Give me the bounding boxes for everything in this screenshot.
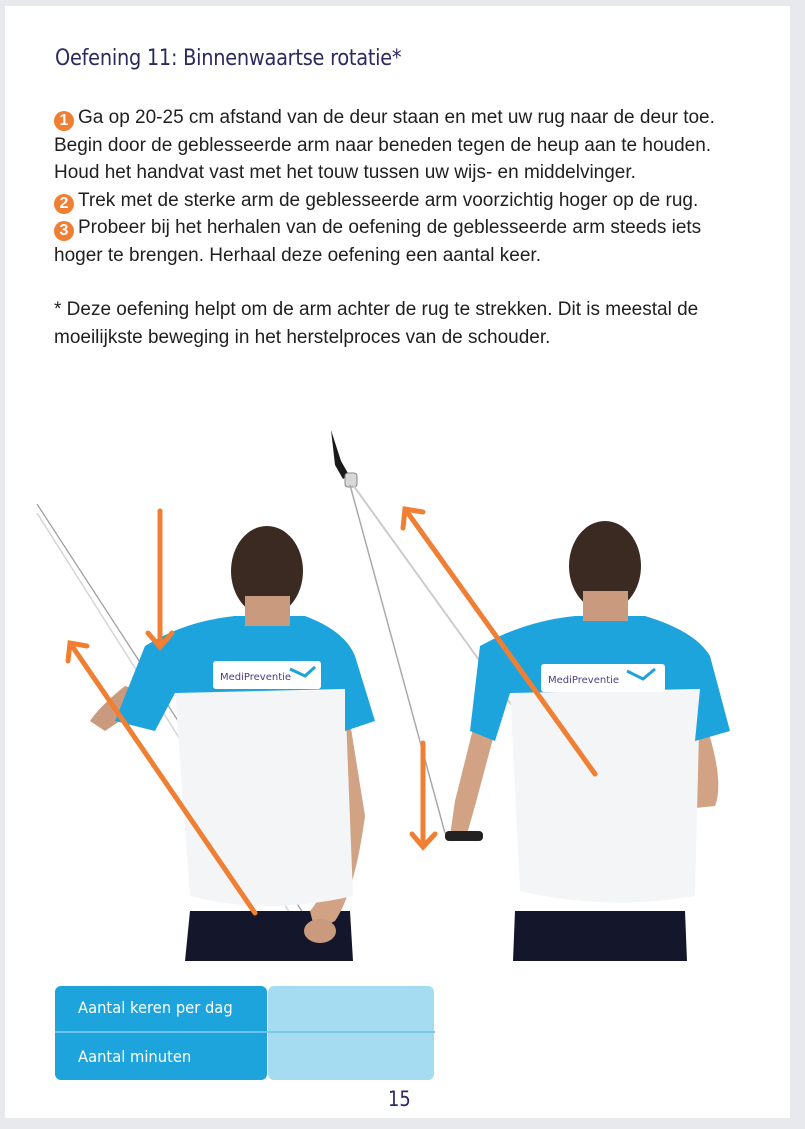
step-number-badge: 1 [54, 111, 74, 131]
times-per-day-field[interactable] [268, 986, 434, 1031]
logo-text: MediPreventie [220, 672, 292, 683]
dosage-table [55, 986, 435, 1080]
table-row-label: Aantal keren per dag [78, 998, 233, 1017]
svg-text:MediPreventie: MediPreventie [548, 675, 620, 686]
table-row-divider [55, 1031, 267, 1033]
exercise-title: Oefening 11: Binnenwaartse rotatie* [55, 46, 402, 71]
step-text: Probeer bij het herhalen van de oefening de geblesseerde arm steeds iets hoger te brengen. Herhaal deze oefening een aantal keer. [54, 217, 702, 266]
page-number: 15 [388, 1087, 411, 1111]
step-3 [54, 214, 754, 269]
step-number-badge: 3 [54, 221, 74, 241]
instructions [54, 104, 754, 351]
step-2 [54, 187, 754, 215]
door-anchor-icon [331, 430, 357, 487]
person-right [445, 521, 730, 961]
exercise-illustration [5, 421, 790, 961]
table-row-label: Aantal minuten [78, 1047, 192, 1066]
footnote: * Deze oefening helpt om de arm achter de rug te strekken. Dit is meestal de moeilijkste beweging in het herstelproces van de schouder. [54, 299, 699, 348]
step-1 [54, 104, 754, 187]
person-left [90, 526, 375, 961]
minutes-field[interactable] [268, 1033, 434, 1078]
exercise-photos [5, 421, 790, 961]
step-number-badge: 2 [54, 194, 74, 214]
document-page [5, 6, 790, 1118]
step-text: Trek met de sterke arm de geblesseerde arm voorzichtig hoger op de rug. [78, 189, 699, 211]
step-text: Ga op 20-25 cm afstand van de deur staan en met uw rug naar de deur toe. Begin door de geblesseerde arm naar beneden tegen de heup aan te houden. Houd het handvat vast met het touw tussen uw wijs- en middelvinger. [54, 107, 715, 183]
